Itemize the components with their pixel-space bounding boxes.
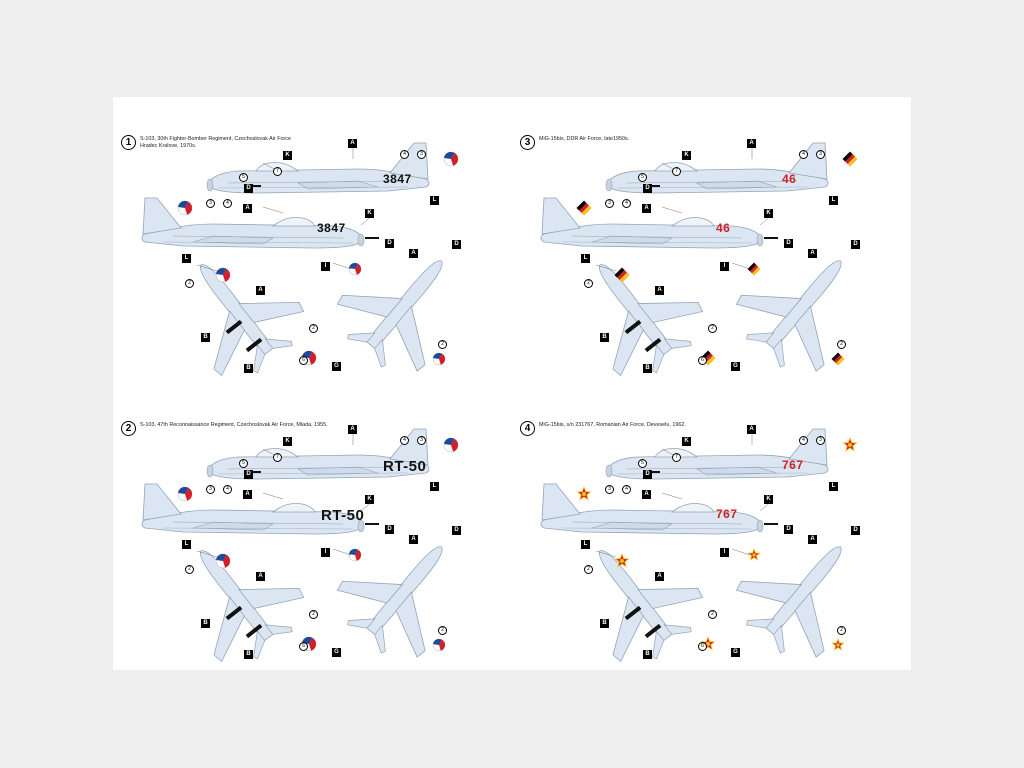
callout-a: A — [409, 249, 418, 258]
decal-number: 4 — [400, 436, 409, 445]
callout-i: I — [720, 262, 729, 271]
decal-number: 4 — [622, 199, 631, 208]
canopy — [273, 217, 315, 226]
callout-d: D — [452, 240, 461, 249]
intake — [207, 465, 213, 477]
romanian-star-center — [582, 492, 586, 496]
variant-panel-3 — [512, 97, 911, 383]
callout-b: B — [600, 333, 609, 342]
decal-number: 2 — [837, 626, 846, 635]
variant-header — [520, 135, 629, 150]
variant-header — [520, 421, 686, 436]
intake — [757, 520, 763, 532]
decal-number: 5 — [239, 173, 248, 182]
decal-number: 7 — [273, 453, 282, 462]
callout-k: K — [764, 209, 773, 218]
callout-d: D — [244, 184, 253, 193]
insignia-wing-top-right — [832, 353, 845, 366]
right-tailplane — [265, 613, 294, 642]
variant-caption — [140, 422, 328, 429]
callout-d: D — [851, 526, 860, 535]
leader-line — [662, 207, 682, 213]
variant-header — [121, 135, 291, 150]
tail-fin — [542, 484, 580, 520]
topside-view — [323, 226, 483, 383]
decal-number: 2 — [309, 610, 318, 619]
decal-number: 4 — [799, 436, 808, 445]
callout-l: L — [182, 540, 191, 549]
leader-line — [732, 549, 750, 555]
callout-b: B — [201, 619, 210, 628]
decal-number: 7 — [672, 453, 681, 462]
variant-header — [121, 421, 328, 436]
leader-line — [263, 207, 283, 213]
callout-d: D — [851, 240, 860, 249]
insignia-wing-top-right — [433, 353, 445, 365]
insignia-tail-lower — [178, 201, 192, 215]
callout-d: D — [452, 526, 461, 535]
callout-g: G — [332, 648, 341, 657]
callout-l: L — [829, 196, 838, 205]
insignia-tail-upper — [843, 152, 858, 167]
insignia-tail-lower — [178, 487, 192, 501]
decal-number: 2 — [438, 626, 447, 635]
callout-k: K — [283, 151, 292, 160]
intake — [757, 234, 763, 246]
decal-number: 2 — [837, 340, 846, 349]
tail-fin — [143, 198, 181, 234]
intake — [207, 179, 213, 191]
callout-a: A — [642, 204, 651, 213]
decal-number: 3 — [206, 485, 215, 494]
callout-g: G — [731, 648, 740, 657]
variant-number: 3 — [520, 135, 535, 150]
serial-number-top: 46 — [782, 172, 797, 186]
intake — [606, 179, 612, 191]
callout-i: I — [321, 548, 330, 557]
insignia-wing-top — [748, 549, 759, 560]
callout-d: D — [643, 184, 652, 193]
decal-number: 6 — [698, 356, 707, 365]
decal-number: 7 — [672, 167, 681, 176]
serial-number-bottom: 3847 — [317, 221, 346, 235]
callout-g: G — [332, 362, 341, 371]
gun-strip — [365, 523, 379, 525]
callout-l: L — [430, 196, 439, 205]
leader-line — [263, 493, 283, 499]
decal-number: 5 — [638, 459, 647, 468]
variant-caption — [140, 136, 291, 150]
callout-k: K — [365, 495, 374, 504]
decal-number: 6 — [698, 642, 707, 651]
variant-number: 2 — [121, 421, 136, 436]
insignia-tail-upper — [444, 152, 458, 166]
decal-number: 3 — [417, 436, 426, 445]
callout-a: A — [243, 204, 252, 213]
callout-a: A — [655, 286, 664, 295]
canopy — [672, 217, 714, 226]
insignia-tail-upper — [444, 438, 458, 452]
variant-number: 1 — [121, 135, 136, 150]
decal-number: 4 — [400, 150, 409, 159]
callout-a: A — [655, 572, 664, 581]
gun-strip — [764, 523, 778, 525]
instruction-sheet — [113, 97, 911, 670]
callout-k: K — [283, 437, 292, 446]
leader-line — [333, 549, 351, 555]
callout-a: A — [808, 249, 817, 258]
decal-number: 7 — [273, 167, 282, 176]
right-tailplane — [265, 327, 294, 356]
callout-b: B — [600, 619, 609, 628]
decal-number: 2 — [185, 279, 194, 288]
decal-number: 6 — [299, 356, 308, 365]
decal-number: 5 — [239, 459, 248, 468]
insignia-wing-top-right — [433, 639, 445, 651]
callout-a: A — [348, 425, 357, 434]
insignia-tail-lower — [577, 201, 592, 216]
leader-line — [662, 493, 682, 499]
decal-number: 2 — [438, 340, 447, 349]
variant-caption — [539, 422, 686, 429]
decal-number: 3 — [816, 150, 825, 159]
serial-number-bottom: RT-50 — [321, 507, 365, 524]
callout-a: A — [409, 535, 418, 544]
callout-i: I — [720, 548, 729, 557]
caption-line: S-103, 30th Fighter-Bomber Regiment, Czechoslovak Air Force — [140, 136, 292, 142]
decal-number: 3 — [206, 199, 215, 208]
decal-number: 2 — [708, 324, 717, 333]
canopy — [273, 503, 315, 512]
decal-number: 2 — [309, 324, 318, 333]
intake — [606, 465, 612, 477]
canopy — [672, 503, 714, 512]
callout-a: A — [642, 490, 651, 499]
insignia-wing-left — [216, 268, 230, 282]
insignia-wing-top-right — [832, 639, 843, 650]
topside-view — [722, 226, 882, 383]
callout-l: L — [182, 254, 191, 263]
variant-panel-4 — [512, 383, 911, 669]
callout-a: A — [348, 139, 357, 148]
serial-number-top: 767 — [782, 458, 804, 472]
decal-number: 3 — [816, 436, 825, 445]
callout-l: L — [430, 482, 439, 491]
decal-number: 2 — [584, 279, 593, 288]
callout-b: B — [201, 333, 210, 342]
serial-number-bottom: 46 — [716, 221, 731, 235]
caption-line: Hradec Kralove, 1970s. — [140, 143, 197, 149]
caption-line: S-103, 47th Reconnaissance Regiment, Czechoslovak Air Force, Mlada, 1955. — [140, 422, 328, 428]
callout-i: I — [321, 262, 330, 271]
variant-panel-2 — [113, 383, 512, 669]
callout-l: L — [829, 482, 838, 491]
right-tailplane — [664, 613, 693, 642]
decal-number: 2 — [185, 565, 194, 574]
caption-line: MiG-15bis, s/n 231767, Romanian Air Force, Deveselu, 1962. — [539, 422, 686, 428]
romanian-star-center — [848, 443, 852, 447]
serial-number-top: RT-50 — [383, 458, 427, 475]
callout-a: A — [747, 139, 756, 148]
romanian-star-center — [836, 643, 839, 646]
romanian-star-center — [620, 559, 624, 563]
variant-number: 4 — [520, 421, 535, 436]
callout-a: A — [256, 286, 265, 295]
callout-b: B — [643, 650, 652, 659]
callout-d: D — [385, 525, 394, 534]
decal-number: 2 — [584, 565, 593, 574]
callout-d: D — [643, 470, 652, 479]
decal-number: 2 — [708, 610, 717, 619]
decal-number: 3 — [605, 485, 614, 494]
callout-d: D — [385, 239, 394, 248]
callout-k: K — [682, 437, 691, 446]
insignia-tail-lower — [577, 487, 590, 500]
decal-number: 5 — [638, 173, 647, 182]
callout-g: G — [731, 362, 740, 371]
leader-line — [333, 263, 351, 269]
callout-d: D — [244, 470, 253, 479]
right-tailplane — [664, 327, 693, 356]
romanian-star-center — [752, 553, 755, 556]
topside-view — [722, 512, 882, 669]
insignia-tail-upper — [843, 438, 856, 451]
serial-number-bottom: 767 — [716, 507, 738, 521]
gun-strip — [365, 237, 379, 239]
caption-line: MiG-15bis, DDR Air Force, late1950s. — [539, 136, 630, 142]
decal-number: 4 — [622, 485, 631, 494]
callout-a: A — [256, 572, 265, 581]
decal-number: 4 — [799, 150, 808, 159]
topside-view — [323, 512, 483, 669]
callout-a: A — [747, 425, 756, 434]
callout-k: K — [365, 209, 374, 218]
decal-number: 6 — [299, 642, 308, 651]
variant-panel-1 — [113, 97, 512, 383]
leader-line — [732, 263, 750, 269]
callout-l: L — [581, 540, 590, 549]
decal-number: 4 — [223, 199, 232, 208]
gun-strip — [764, 237, 778, 239]
serial-number-top: 3847 — [383, 172, 412, 186]
variant-caption — [539, 136, 629, 143]
decal-number: 3 — [417, 150, 426, 159]
callout-l: L — [581, 254, 590, 263]
insignia-wing-left — [216, 554, 230, 568]
tail-fin — [143, 484, 181, 520]
callout-d: D — [784, 525, 793, 534]
callout-b: B — [643, 364, 652, 373]
callout-b: B — [244, 650, 253, 659]
callout-k: K — [764, 495, 773, 504]
decal-number: 3 — [605, 199, 614, 208]
callout-d: D — [784, 239, 793, 248]
tail-fin — [542, 198, 580, 234]
callout-a: A — [243, 490, 252, 499]
callout-a: A — [808, 535, 817, 544]
callout-k: K — [682, 151, 691, 160]
decal-number: 4 — [223, 485, 232, 494]
intake — [358, 234, 364, 246]
callout-b: B — [244, 364, 253, 373]
